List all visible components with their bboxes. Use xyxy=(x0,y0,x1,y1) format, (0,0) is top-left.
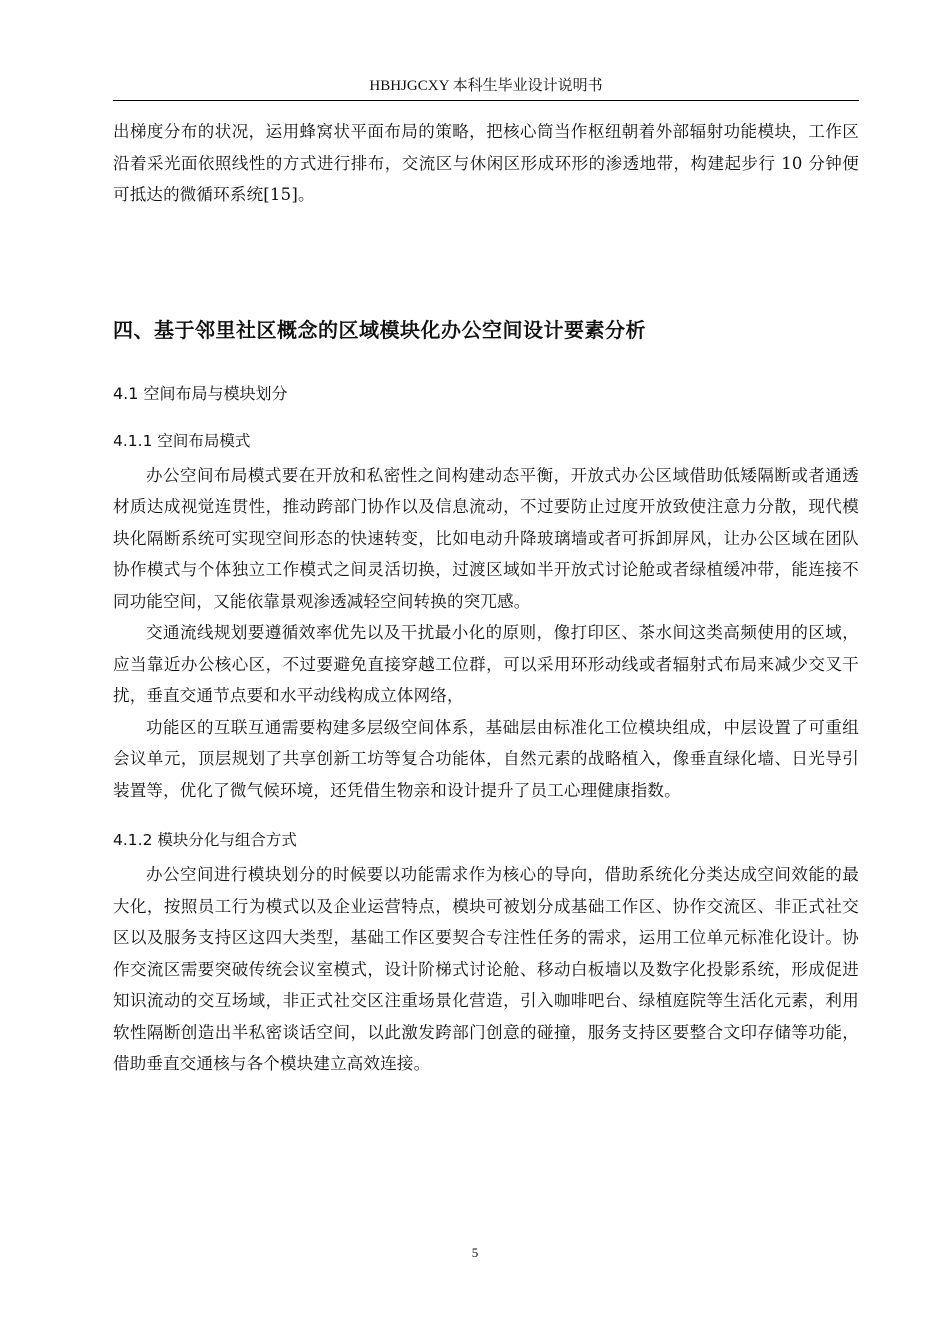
body-paragraph: 交通流线规划要遵循效率优先以及干扰最小化的原则，像打印区、茶水间这类高频使用的区域，应当靠近办公核心区，不过要避免直接穿越工位群，可以采用环形动线或者辐射式布局来减少交叉干扰，垂直交通节点要和水平动线构成立体网络， xyxy=(113,623,859,705)
section-title: 4.1 空间布局与模块划分 xyxy=(113,383,288,403)
body-paragraph: 办公空间进行模块划分的时候要以功能需求作为核心的导向，借助系统化分类达成空间效能的最大化，按照员工行为模式以及企业运营特点，模块可被划分成基础工作区、协作交流区、非正式社交区以及服务支持区这四大类型，基础工作区要契合专注性任务的需求，运用工位单元标准化设计。协作交流区需要突破传统会议室模式，设计阶梯式讨论舱、移动白板墙以及数字化投影系统，形成促进知识流动的交互场域，非正式社交区注重场景化营造，引入咖啡吧台、绿植庭院等生活化元素，利用软性隔断创造出半私密谈话空间，以此激发跨部门创意的碰撞，服务支持区要整合文印存储等功能，借助垂直交通核与各个模块建立高效连接。 xyxy=(113,865,859,1073)
running-header: HBHJGCXY 本科生毕业设计说明书 xyxy=(369,78,603,94)
intro-paragraph: 出梯度分布的状况，运用蜂窝状平面布局的策略，把核心筒当作枢纽朝着外部辐射功能模块，工作区沿着采光面依照线性的方式进行排布，交流区与休闲区形成环形的渗透地带，构建起步行 10 分钟便可抵达的微循环系统[15]。 xyxy=(113,122,859,204)
page-number: 5 xyxy=(471,1245,479,1260)
chapter-title: 四、基于邻里社区概念的区域模块化办公空间设计要素分析 xyxy=(113,317,646,342)
subsection-title-modules: 4.1.2 模块分化与组合方式 xyxy=(113,831,297,849)
page-content xyxy=(113,116,859,1080)
subsection-title-layout: 4.1.1 空间布局模式 xyxy=(113,431,251,450)
body-paragraph: 功能区的互联互通需要构建多层级空间体系，基础层由标准化工位模块组成，中层设置了可重组会议单元，顶层规划了共享创新工坊等复合功能体，自然元素的战略植入，像垂直绿化墙、日光导引装置等，优化了微气候环境，还凭借生物亲和设计提升了员工心理健康指数。 xyxy=(113,717,859,800)
header-rule xyxy=(113,100,859,101)
body-paragraph: 办公空间布局模式要在开放和私密性之间构建动态平衡，开放式办公区域借助低矮隔断或者通透材质达成视觉连贯性，推动跨部门协作以及信息流动，不过要防止过度开放致使注意力分散，现代模块化隔断系统可实现空间形态的快速转变，比如电动升降玻璃墙或者可拆卸屏风，让办公区域在团队协作模式与个体独立工作模式之间灵活切换，过渡区域如半开放式讨论舱或者绿植缓冲带，能连接不同功能空间，又能依靠景观渗透减轻空间转换的突兀感。 xyxy=(113,465,859,611)
